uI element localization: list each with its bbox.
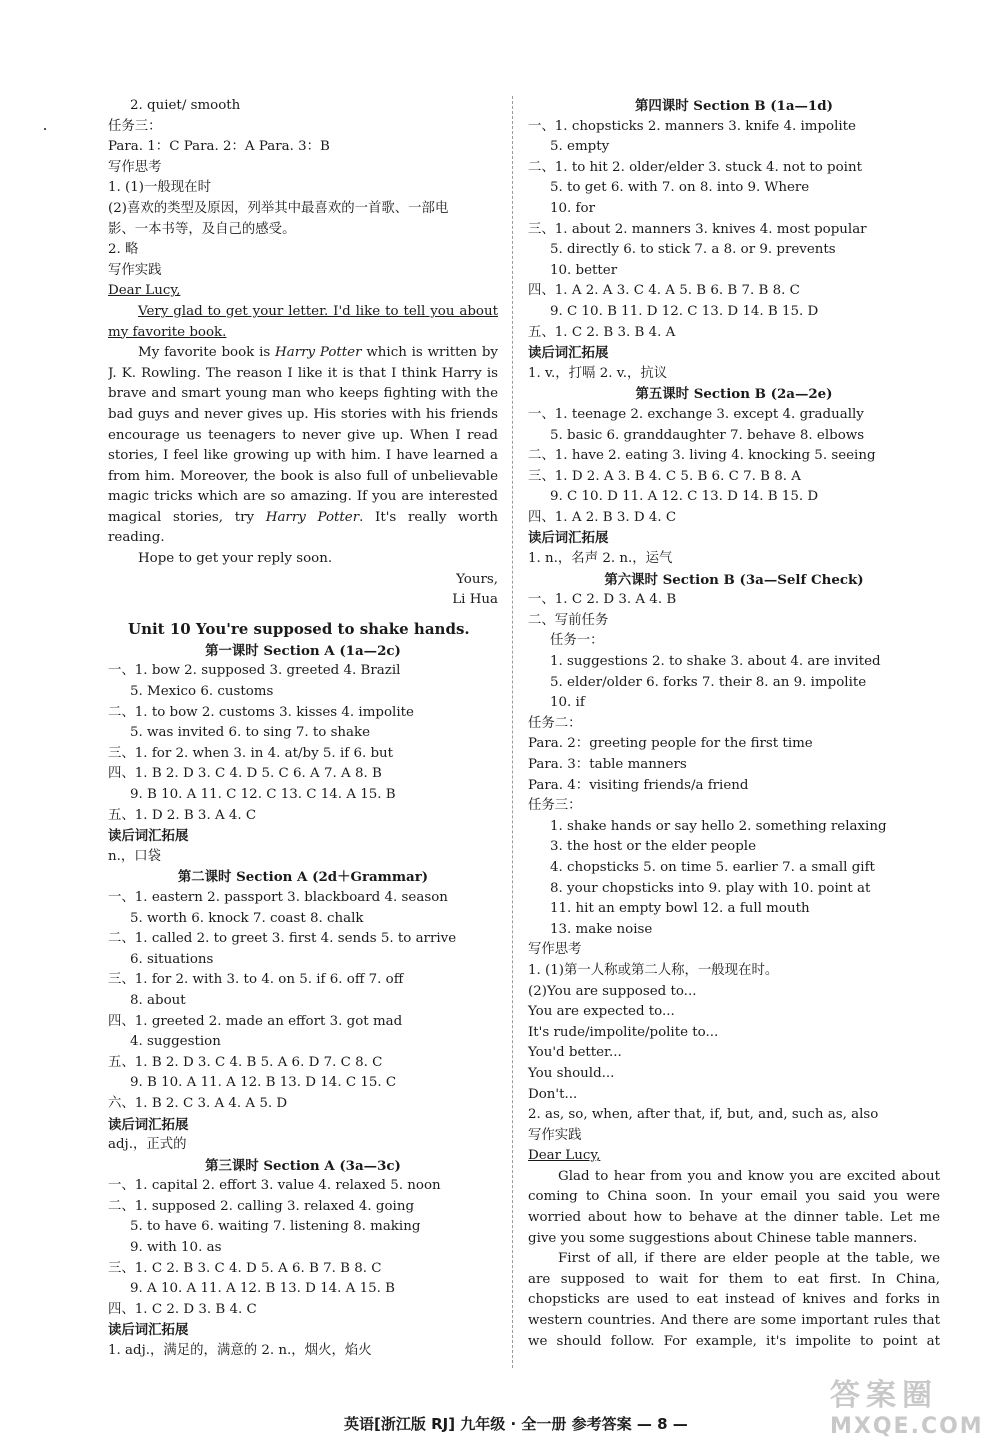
answer-line: 9. B 10. A 11. C 12. C 13. C 14. A 15. B	[130, 787, 396, 802]
answer-line: 二、1. to hit 2. older/elder 3. stuck 4. not to point	[528, 159, 862, 175]
vocab-label: 读后词汇拓展	[528, 530, 609, 547]
answer-line: 10. if	[550, 695, 585, 711]
answer-line: 9. C 10. B 11. D 12. C 13. D 14. B 15. D	[550, 303, 819, 319]
answer-line: 13. make noise	[550, 921, 653, 937]
section-heading: 第五课时 Section B (2a—2e)	[635, 386, 833, 403]
answer-line: Para. 1：C Para. 2：A Para. 3：B	[108, 139, 330, 155]
letter-line: are supposed to wait for them to eat first. In China,	[528, 1271, 940, 1287]
vocab-line: 1. v.，打嗝 2. v.，抗议	[528, 365, 668, 381]
column-divider	[512, 96, 513, 1368]
answer-line: 二、1. supposed 2. calling 3. relaxed 4. going	[108, 1198, 415, 1214]
task-label: 任务二：	[528, 715, 582, 731]
answer-line: 五、1. C 2. B 3. B 4. A	[528, 324, 676, 340]
answer-line: Para. 3：table manners	[528, 757, 687, 772]
scan-speck	[44, 128, 46, 130]
answer-line: 三、1. D 2. A 3. B 4. C 5. B 6. C 7. B 8. A	[528, 468, 801, 484]
letter-line: encourage us teenagers to never give up. When I read	[108, 427, 498, 443]
answer-line: 一、1. bow 2. supposed 3. greeted 4. Brazil	[108, 663, 401, 679]
letter-line: Glad to hear from you and know you are excited about	[558, 1168, 940, 1184]
answer-line: 一、1. eastern 2. passport 3. blackboard 4. season	[108, 889, 448, 905]
letter-line: brave and smart young man who keeps fighting with the	[108, 386, 498, 402]
section-heading: 第二课时 Section A (2d＋Grammar)	[177, 869, 429, 886]
letter-line: worried about how to behave at the dinner table. Let me	[528, 1210, 940, 1226]
section-heading: 第六课时 Section B (3a—Self Check)	[604, 571, 864, 588]
letter-line: bad guys and never gives up. His stories with his friends	[108, 406, 498, 422]
letter-line: chopsticks are used to eat instead of knives and forks in	[528, 1292, 940, 1308]
answer-line: You are expected to...	[528, 1004, 675, 1020]
answer-line: You should...	[528, 1065, 615, 1081]
section-label: 写作思考	[528, 942, 582, 958]
answer-line: Don't...	[528, 1086, 578, 1102]
book-title: Harry Potter	[275, 345, 362, 361]
answer-line: 二、1. to bow 2. customs 3. kisses 4. impolite	[108, 704, 414, 720]
answer-line: 1. shake hands or say hello 2. something relaxing	[550, 818, 887, 834]
letter-line: from him. Moreover, the book is also full of unbelievable	[108, 468, 498, 484]
answer-line: 9. A 10. A 11. A 12. B 13. D 14. A 15. B	[130, 1281, 395, 1297]
answer-line: (2)You are supposed to...	[528, 983, 697, 999]
answer-line: 2. 略	[108, 242, 139, 258]
answer-line: It's rude/impolite/polite to...	[528, 1024, 719, 1040]
letter-line: magical stories, try Harry Potter. It's really worth	[108, 509, 498, 525]
book-title: Harry Potter	[265, 509, 360, 525]
letter-line: My favorite book is Harry Potter which is written by	[138, 345, 498, 361]
answer-line: 四、1. A 2. A 3. C 4. A 5. B 6. B 7. B 8. C	[528, 283, 800, 299]
answer-line: 5. to get 6. with 7. on 8. into 9. Where	[550, 180, 810, 196]
unit-title: Unit 10 You're supposed to shake hands.	[128, 619, 470, 638]
answer-line: 1. (1)一般现在时	[108, 180, 211, 196]
answer-line: 四、1. A 2. B 3. D 4. C	[528, 509, 677, 525]
answer-line: 五、1. D 2. B 3. A 4. C	[108, 807, 257, 823]
answer-line: 1. (1)第一人称或第二人称，一般现在时。	[528, 962, 779, 978]
left-column	[108, 96, 498, 1362]
vocab-line: n.，口袋	[108, 848, 162, 864]
letter-salutation: Dear Lucy,	[108, 283, 181, 299]
answer-line: Para. 2：greeting people for the first time	[528, 736, 813, 752]
watermark-text: 答案圈	[830, 1378, 938, 1413]
vocab-label: 读后词汇拓展	[108, 828, 189, 845]
answer-line: 四、1. B 2. D 3. C 4. D 5. C 6. A 7. A 8. B	[108, 766, 382, 782]
right-column	[528, 96, 940, 1352]
answer-line: 5. basic 6. granddaughter 7. behave 8. elbows	[550, 427, 865, 443]
answer-line: 10. better	[550, 262, 618, 278]
answer-line: 一、1. teenage 2. exchange 3. except 4. gradually	[528, 406, 864, 422]
section-heading: 第一课时 Section A (1a—2c)	[205, 642, 401, 659]
answer-line: 影、一本书等，及自己的感受。	[108, 221, 296, 237]
answer-line: 5. elder/older 6. forks 7. their 8. an 9. impolite	[550, 674, 867, 690]
letter-line: coming to China soon. In your email you said you were	[528, 1189, 940, 1205]
answer-line: 一、1. chopsticks 2. manners 3. knife 4. impolite	[528, 118, 856, 134]
answer-line: Para. 4：visiting friends/a friend	[528, 777, 749, 793]
answer-line: 4. suggestion	[130, 1034, 221, 1050]
answer-line: 五、1. B 2. D 3. C 4. B 5. A 6. D 7. C 8. C	[108, 1054, 383, 1070]
watermark-url: MXQE.COM	[830, 1414, 984, 1439]
answer-line: 5. worth 6. knock 7. coast 8. chalk	[130, 910, 364, 926]
letter-line: First of all, if there are elder people at the table, we	[558, 1251, 940, 1267]
letter-intro-line: my favorite book.	[108, 324, 227, 340]
section-label: 写作实践	[108, 262, 162, 278]
answer-line: 三、1. for 2. when 3. in 4. at/by 5. if 6. but	[108, 745, 394, 761]
answer-line: 8. your chopsticks into 9. play with 10. point at	[550, 880, 871, 896]
answer-line: 9. with 10. as	[130, 1240, 222, 1256]
letter-intro-line: Very glad to get your letter. I'd like to tell you about	[138, 303, 498, 319]
letter-line: stories, I feel like growing up with him. I have learned a	[108, 448, 498, 464]
section-label: 写作实践	[528, 1127, 582, 1143]
watermark-logo	[830, 1378, 990, 1448]
answer-line: 6. situations	[130, 951, 214, 967]
answer-line: You'd better...	[528, 1045, 622, 1061]
letter-line: J. K. Rowling. The reason I like it is that I think Harry is	[108, 365, 498, 381]
answer-line: 三、1. about 2. manners 3. knives 4. most popular	[528, 221, 867, 237]
answer-line: 2. quiet/ smooth	[130, 98, 241, 113]
answer-line: 5. Mexico 6. customs	[130, 684, 274, 700]
letter-line: we should follow. For example, it's impolite to point at	[528, 1333, 940, 1349]
answer-line: 3. the host or the elder people	[550, 839, 757, 855]
section-heading: 第四课时 Section B (1a—1d)	[635, 98, 833, 114]
task-label: 任务三：	[528, 798, 582, 814]
answer-line: 三、1. for 2. with 3. to 4. on 5. if 6. off 7. off	[108, 972, 404, 988]
answer-line: 5. empty	[550, 139, 610, 155]
letter-line: reading.	[108, 530, 165, 546]
vocab-label: 读后词汇拓展	[108, 1322, 189, 1339]
answer-line: 三、1. C 2. B 3. C 4. D 5. A 6. B 7. B 8. C	[108, 1260, 382, 1276]
answer-line: 一、1. capital 2. effort 3. value 4. relaxed 5. noon	[108, 1178, 441, 1194]
answer-line: 8. about	[130, 992, 186, 1008]
letter-line: give you some suggestions about Chinese table manners.	[528, 1230, 918, 1246]
task-label: 任务一：	[550, 633, 604, 649]
answer-line: 四、1. C 2. D 3. B 4. C	[108, 1301, 257, 1317]
page-footer: 英语[浙江版 RJ] 九年级 · 全一册 参考答案 — 8 —	[344, 1415, 688, 1433]
answer-line: 四、1. greeted 2. made an effort 3. got mad	[108, 1013, 403, 1029]
vocab-label: 读后词汇拓展	[528, 345, 609, 362]
answer-line: 5. directly 6. to stick 7. a 8. or 9. prevents	[550, 242, 836, 258]
vocab-line: 1. adj.，满足的，满意的 2. n.，烟火，焰火	[108, 1343, 372, 1359]
answer-line: 1. suggestions 2. to shake 3. about 4. are invited	[550, 654, 881, 670]
letter-salutation: Dear Lucy,	[528, 1148, 601, 1164]
letter-sign-yours: Yours,	[456, 571, 498, 587]
answer-line: 六、1. B 2. C 3. A 4. A 5. D	[108, 1095, 288, 1111]
answer-line: 5. was invited 6. to sing 7. to shake	[130, 725, 371, 741]
answer-line: 11. hit an empty bowl 12. a full mouth	[550, 901, 810, 917]
letter-closing: Hope to get your reply soon.	[138, 551, 333, 567]
letter-line: magic tricks which are so amazing. If you are interested	[108, 489, 498, 505]
section-label: 二、写前任务	[528, 612, 609, 628]
vocab-label: 读后词汇拓展	[108, 1116, 189, 1133]
letter-line: western countries. And there are some important rules that	[528, 1313, 940, 1329]
section-label: 写作思考	[108, 159, 162, 175]
answer-line: 9. C 10. D 11. A 12. C 13. D 14. B 15. D	[550, 489, 819, 505]
answer-line: 2. as, so, when, after that, if, but, and, such as, also	[528, 1107, 879, 1123]
answer-line: 9. B 10. A 11. A 12. B 13. D 14. C 15. C	[130, 1075, 397, 1091]
answer-line: 一、1. C 2. D 3. A 4. B	[528, 592, 677, 608]
answer-line: 二、1. have 2. eating 3. living 4. knocking 5. seeing	[528, 448, 876, 464]
answer-line: 5. to have 6. waiting 7. listening 8. making	[130, 1219, 421, 1235]
answer-line: 二、1. called 2. to greet 3. first 4. sends 5. to arrive	[108, 931, 457, 947]
vocab-line: 1. n.，名声 2. n.，运气	[528, 551, 673, 567]
answer-line: (2)喜欢的类型及原因，列举其中最喜欢的一首歌、一部电	[108, 200, 449, 216]
answer-line: 10. for	[550, 200, 595, 216]
task-label: 任务三：	[108, 118, 162, 134]
vocab-line: adj.，正式的	[108, 1137, 187, 1153]
letter-sign-name: Li Hua	[452, 592, 498, 608]
answer-line: 4. chopsticks 5. on time 5. earlier 7. a small gift	[550, 859, 875, 875]
section-heading: 第三课时 Section A (3a—3c)	[205, 1157, 401, 1174]
